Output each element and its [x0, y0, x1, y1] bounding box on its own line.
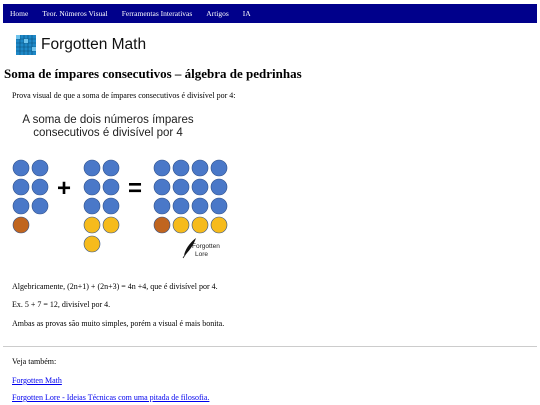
watermark-line2: Lore [195, 251, 209, 258]
example-paragraph: Ex. 5 + 7 = 12, divisível por 4. [12, 300, 111, 309]
pebble-blue [32, 179, 48, 195]
nav-visual-number-theory[interactable]: Teor. Números Visual [42, 9, 108, 18]
pebble-yellow [84, 217, 100, 233]
pebble-blue [192, 179, 208, 195]
figure-title-line1: A soma de dois números ímpares [22, 114, 194, 126]
pebble-blue [154, 160, 170, 176]
algebra-paragraph: Algebricamente, (2n+1) + (2n+3) = 4n +4, que é divisível por 4. [12, 282, 218, 291]
pebble-blue [211, 198, 227, 214]
pebble-blue [103, 179, 119, 195]
pebble-blue [13, 198, 29, 214]
divider [3, 346, 537, 347]
pebble-blue [192, 198, 208, 214]
pebble-yellow [103, 217, 119, 233]
top-nav [3, 4, 537, 23]
watermark [183, 238, 220, 258]
link-forgotten-lore[interactable]: Forgotten Lore - Ideias Técnicas com uma pitada de filosofia. [12, 393, 210, 402]
pebble-orange [13, 217, 29, 233]
pebble-blue [103, 160, 119, 176]
pebble-yellow [211, 217, 227, 233]
pebble-blue [154, 179, 170, 195]
see-also-label: Veja também: [12, 357, 57, 366]
pebble-blue [32, 160, 48, 176]
page-title: Soma de ímpares consecutivos – álgebra de pedrinhas [4, 66, 302, 81]
figure-title-line2: consecutivos é divisível por 4 [33, 127, 183, 139]
pebble-blue [192, 160, 208, 176]
pebble-yellow [192, 217, 208, 233]
pebble-proof-figure [8, 107, 232, 267]
pebble-yellow [173, 217, 189, 233]
pebble-blue [173, 198, 189, 214]
plus-sign: + [56, 175, 72, 202]
pebble-orange [154, 217, 170, 233]
equals-sign: = [127, 175, 143, 202]
nav-interactive-tools[interactable]: Ferramentas Interativas [121, 9, 193, 18]
nav-ai[interactable]: IA [242, 9, 251, 18]
grid-logo-icon [16, 35, 36, 55]
pebble-blue [154, 198, 170, 214]
nav-articles[interactable]: Artigos [206, 9, 229, 18]
watermark-line1: Forgotten [192, 243, 220, 250]
pebble-yellow [84, 236, 100, 252]
pebble-blue [173, 160, 189, 176]
pebble-diagram [8, 107, 232, 267]
site-name: Forgotten Math [41, 36, 147, 53]
pebble-blue [84, 179, 100, 195]
nav-home[interactable]: Home [10, 9, 29, 18]
intro-text: Prova visual de que a soma de ímpares consecutivos é divisível por 4: [12, 91, 236, 100]
pebble-blue [13, 179, 29, 195]
pebble-blue [32, 198, 48, 214]
conclusion-paragraph: Ambas as provas são muito simples, porém a visual é mais bonita. [12, 319, 225, 328]
pebble-blue [103, 198, 119, 214]
pebble-blue [173, 179, 189, 195]
link-forgotten-math[interactable]: Forgotten Math [12, 376, 62, 385]
pebble-blue [13, 160, 29, 176]
pebble-blue [211, 160, 227, 176]
site-brand[interactable] [16, 35, 146, 55]
pebble-blue [84, 160, 100, 176]
pebble-blue [211, 179, 227, 195]
pebble-blue [84, 198, 100, 214]
